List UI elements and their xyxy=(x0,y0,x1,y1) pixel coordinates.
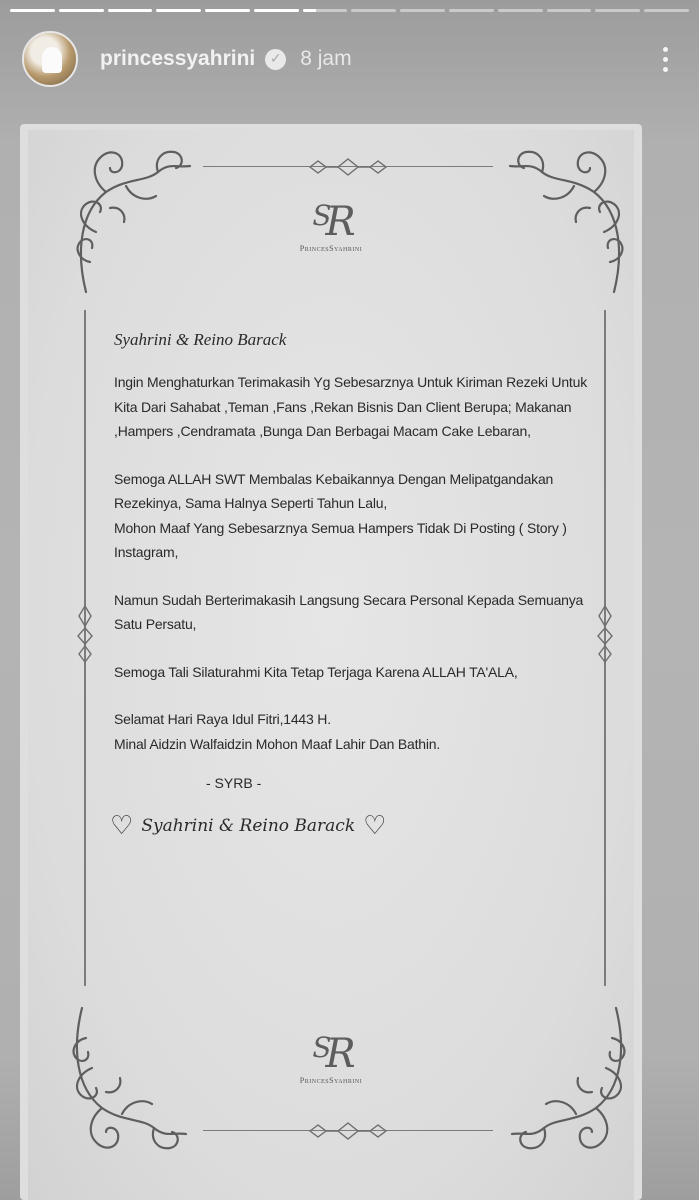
progress-segment xyxy=(644,9,689,12)
heart-outline-icon: ♡ xyxy=(363,811,387,841)
letter-paragraph: Ingin Menghaturkan Terimakasih Yg Sebesarznya Untuk Kiriman Rezeki Untuk Kita Dari Sahabat ,Teman ,Fans ,Rekan Bisnis Dan Client Berupa; Makanan ,Hampers ,Cendramata ,Bunga Dan Berbagai Macam Cake Lebaran, xyxy=(114,374,587,439)
progress-segment xyxy=(156,9,201,12)
letter-paper xyxy=(28,130,634,1200)
story-image-card xyxy=(20,124,642,1200)
letter-paragraph: Semoga Tali Silaturahmi Kita Tetap Terjaga Karena ALLAH TA'ALA, xyxy=(114,663,518,680)
post-time: 8 jam xyxy=(300,47,352,70)
signature-line xyxy=(110,813,604,839)
verified-badge-icon: ✓ xyxy=(265,49,286,70)
letter-paragraph: Namun Sudah Berterimakasih Langsung Secara Personal Kepada Semuanya Satu Persatu, xyxy=(114,591,584,632)
letter-greeting: Syahrini & Reino Barack xyxy=(114,330,287,349)
corner-ornament-bottom-right xyxy=(506,998,636,1158)
progress-segment xyxy=(449,9,494,12)
monogram: $^S$R xyxy=(312,1031,350,1077)
progress-segment xyxy=(595,9,640,12)
username[interactable]: princessyahrini xyxy=(100,47,256,70)
heart-outline-icon: ♡ xyxy=(110,811,134,841)
letter-paragraph: Selamat Hari Raya Idul Fitri,1443 H. Minal Aidzin Walfaidzin Mohon Maaf Lahir Dan Bathin. xyxy=(114,711,441,752)
letter-paragraph: Semoga ALLAH SWT Membalas Kebaikannya Dengan Melipatgandakan Rezekinya, Sama Halnya Seperti Tahun Lalu, Mohon Maaf Yang Sebesarznya Semua Hampers Tidak Di Posting ( Story ) Instagram, xyxy=(114,470,567,560)
corner-ornament-top-right xyxy=(504,142,634,302)
corner-ornament-bottom-left xyxy=(62,998,192,1158)
profile-avatar[interactable] xyxy=(22,31,78,87)
left-side-ornament xyxy=(76,604,94,664)
progress-segment xyxy=(205,9,250,12)
more-options-icon[interactable] xyxy=(653,41,677,77)
story-header xyxy=(22,30,677,88)
bottom-logo xyxy=(251,1032,411,1085)
logo-text: PrincesSyahrini xyxy=(299,244,363,253)
progress-segment xyxy=(108,9,153,12)
logo-text: PrincesSyahrini xyxy=(299,1076,363,1085)
progress-segment xyxy=(351,9,396,12)
progress-segment xyxy=(547,9,592,12)
progress-segment xyxy=(303,9,348,12)
corner-ornament-top-left xyxy=(66,142,196,302)
progress-segment xyxy=(59,9,104,12)
signature-text: Syahrini & Reino Barack xyxy=(141,816,356,836)
top-logo xyxy=(251,200,411,253)
progress-segment xyxy=(498,9,543,12)
monogram: $^S$R xyxy=(312,199,350,245)
progress-segment xyxy=(254,9,299,12)
sign-off: - SYRB - xyxy=(206,775,262,791)
story-progress-bar xyxy=(10,9,689,12)
top-center-ornament xyxy=(308,158,388,176)
letter-body xyxy=(110,328,604,841)
bottom-center-ornament xyxy=(308,1122,388,1140)
progress-segment xyxy=(10,9,55,12)
progress-segment xyxy=(400,9,445,12)
